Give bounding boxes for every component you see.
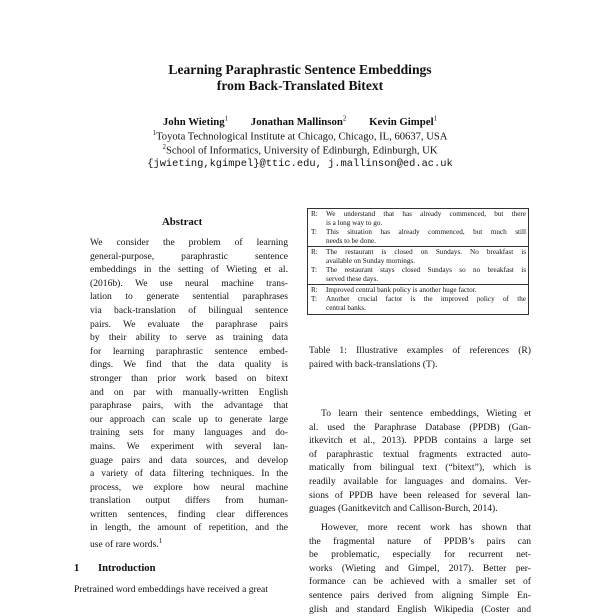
text-line: dings. We find that the data quality is (90, 359, 288, 371)
affiliation-1: $^1$Toyota Technological Institute at Chicago, Chicago, IL, 60637, USA (152, 129, 448, 143)
author-emails: {jwieting,kgimpel}@ttic.edu, j.mallinson@ed.ac.uk (147, 158, 453, 170)
example-label: T: (311, 266, 318, 274)
affiliation-2: $^2$School of Informatics, University of Edinburgh, Edinburgh, UK (162, 143, 438, 157)
text-line: for learning paraphrastic sentence embed- (90, 345, 288, 357)
examples-table (307, 208, 529, 315)
text-line: process, we explore how neural machine (90, 481, 288, 493)
title-line-1: Learning Paraphrastic Sentence Embeddings (168, 62, 432, 77)
intro-first-line: Pretrained word embeddings have received a great (74, 584, 268, 595)
text-line: works (Wieting and Gimpel, 2017). Better per- (309, 562, 531, 574)
text-line: the fragmental nature of PPDB’s pairs can (309, 535, 531, 547)
paragraph-ppdb (309, 407, 531, 516)
text-line: embeddings in the setting of Wieting et al. (90, 264, 288, 276)
text-line: sions of PPDB have been released for several lan- (309, 489, 531, 501)
text-line: in length, the amount of repetition, and the (90, 522, 288, 534)
text-line: general-purpose, paraphrastic sentence (90, 250, 288, 262)
text-line: matically from bilingual text (“bitext”), which is (309, 462, 531, 474)
example-text: The restaurant is closed on Sundays. No breakfast is available on Sunday mornings. (323, 247, 529, 267)
text-line: stronger than prior work based on bitext (90, 372, 288, 384)
example-label: T: (308, 295, 324, 315)
example-row (308, 295, 529, 315)
text-line: formance can be achieved with a smaller set of (309, 576, 531, 588)
text-line: use of rare words.$^1$ (90, 537, 163, 551)
text-line: training sets for many languages and do- (90, 427, 288, 439)
text-line: glish and standard English Wikipedia (Coster and (309, 603, 531, 615)
example-row (308, 247, 529, 267)
text-line: via back-translation of bilingual sentence (90, 304, 288, 316)
example-row (308, 266, 529, 285)
author: John Wieting$^1$ (162, 114, 229, 128)
text-line: itkevitch et al., 2013). PPDB contains a large set (309, 435, 531, 447)
text-line: written sentences, finding clear differences (90, 508, 288, 520)
example-label: R: (308, 247, 324, 267)
text-line: of paraphrastic textual fragments extracted auto- (309, 448, 531, 460)
section-heading-introduction: 1 Introduction (74, 563, 156, 574)
author: Jonathan Mallinson$^2$ (250, 114, 347, 128)
text-line: and on par with manually-written English (90, 386, 288, 398)
example-text: Improved central bank policy is another huge factor. (323, 285, 529, 296)
paragraph-however (309, 521, 531, 616)
text-line: mains. We experiment with several lan- (90, 440, 288, 452)
example-row (308, 228, 529, 247)
example-label: R: (308, 209, 324, 229)
text-line: Table 1: Illustrative examples of references (R) (309, 345, 531, 356)
text-line: (2016b). We use neural machine trans- (90, 277, 288, 289)
title-line-2: from Back-Translated Bitext (216, 78, 384, 93)
text-line: be problematic, especially for recurrent net- (309, 549, 531, 561)
author: Kevin Gimpel$^1$ (369, 114, 438, 128)
text-line: paired with back-translations (T). (309, 358, 438, 370)
text-line: sentence pairs derived from aligning Simple En- (309, 589, 531, 601)
abstract-heading: Abstract (162, 216, 203, 228)
example-label: R: (308, 285, 324, 296)
text-line: lation to generate sentential paraphrases (90, 291, 288, 303)
text-line: readily available for languages and domains. Ver- (309, 475, 531, 487)
text-line: a variety of data filtering techniques. In the (90, 468, 288, 480)
example-row (308, 209, 529, 229)
example-label: T: (311, 228, 318, 236)
example-text: This situation has already commenced, but much still needs to be done. (326, 228, 526, 245)
text-line: We consider the problem of learning (90, 237, 288, 248)
text-line: translation output differs from human- (90, 495, 288, 507)
text-line: pairs. We evaluate the paraphrase pairs (90, 318, 288, 330)
example-text: We understand that has already commenced, but there is a long way to go. (323, 209, 529, 229)
text-line: al. used the Paraphrase Database (PPDB) (Gan- (309, 421, 531, 433)
example-text: Another crucial factor is the improved policy of the central banks. (323, 295, 529, 315)
footnote-mark: 1 (158, 537, 163, 546)
example-row (308, 285, 529, 296)
text-line: our approach can scale up to generate large (90, 413, 288, 425)
text-line: However, more recent work has shown that (321, 522, 531, 533)
text-line: guages (Ganitkevitch and Callison-Burch, 2014). (309, 503, 498, 515)
example-text: The restaurant stays closed Sundays so no breakfast is served these days. (326, 266, 526, 283)
paper-title (0, 62, 600, 94)
text-line: paraphrase pairs, with the advantage that (90, 400, 288, 412)
text-line: by their ability to serve as training data (90, 332, 288, 344)
text-line: To learn their sentence embeddings, Wieting et (321, 408, 531, 419)
table-caption (309, 344, 531, 371)
text-line: guage pairs and data sources, and develop (90, 454, 288, 466)
author-list (0, 114, 600, 128)
abstract-body (90, 236, 288, 552)
